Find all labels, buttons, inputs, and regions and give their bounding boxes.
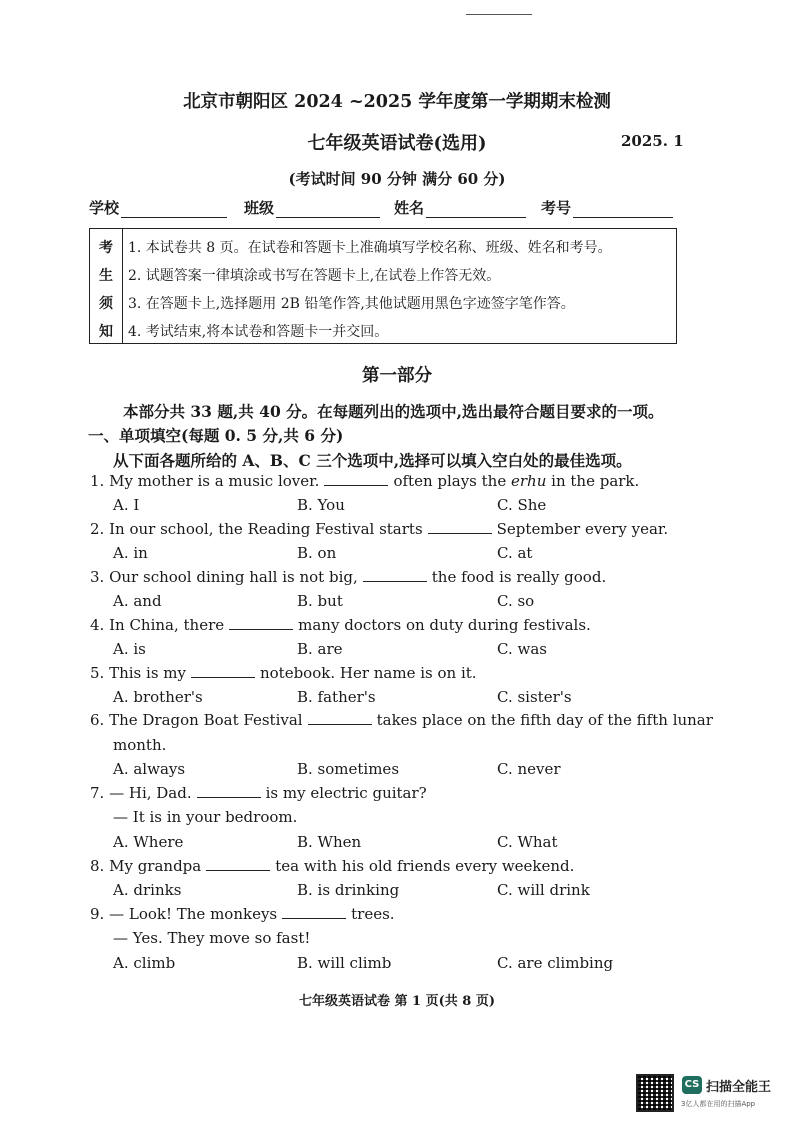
exam-number-label: 考号 (541, 199, 572, 217)
option-c: C. was (497, 640, 547, 658)
camscanner-name: 扫描全能王 (706, 1080, 772, 1095)
class-blank (276, 203, 380, 218)
exam-notice-box (89, 228, 677, 344)
name-field (394, 197, 526, 218)
option-a: A. is (113, 640, 146, 658)
question-text: many doctors on duty during festivals. (298, 616, 591, 634)
question-5 (90, 664, 477, 682)
question-text: takes place on the fifth day of the fifth lunar (376, 711, 713, 729)
question-text: This is my (109, 664, 186, 682)
answer-blank (191, 665, 255, 678)
camscanner-logo-icon: CS (682, 1076, 702, 1094)
section-description: 从下面各题所给的 A、B、C 三个选项中,选择可以填入空白处的最佳选项。 (113, 451, 632, 470)
exam-number-blank (573, 203, 673, 218)
exam-date: 2025. 1 (621, 132, 684, 150)
option-a: A. I (113, 496, 140, 514)
question-number: 9. (90, 905, 105, 923)
option-a: A. in (113, 544, 148, 562)
top-divider (466, 14, 532, 15)
option-c: C. sister's (497, 688, 572, 706)
notice-side-char: 考 (99, 240, 113, 256)
camscanner-tagline: 3亿人都在用的扫描App (681, 1100, 756, 1108)
question-8 (90, 857, 574, 875)
option-b: B. sometimes (297, 760, 400, 778)
option-c: C. so (497, 592, 535, 610)
notice-item: 1. 本试卷共 8 页。在试卷和答题卡上准确填写学校名称、班级、姓名和考号。 (128, 240, 612, 256)
school-blank (121, 203, 227, 218)
notice-side-char: 知 (99, 324, 113, 340)
option-b: B. but (297, 592, 343, 610)
question-continuation: month. (113, 736, 167, 754)
question-text: trees. (351, 905, 395, 923)
class-label: 班级 (244, 199, 275, 217)
question-text: Our school dining hall is not big, (109, 568, 358, 586)
question-text: in the park. (551, 472, 640, 490)
question-text: My mother is a music lover. (109, 472, 320, 490)
option-a: A. climb (113, 954, 176, 972)
answer-blank (308, 712, 372, 725)
exam-time-info: (考试时间 90 分钟 满分 60 分) (288, 170, 506, 188)
question-number: 2. (90, 520, 105, 538)
section-title: 一、单项填空(每题 0. 5 分,共 6 分) (88, 426, 344, 445)
name-label: 姓名 (394, 199, 425, 217)
notice-side-label (90, 229, 123, 343)
question-6 (90, 711, 713, 729)
question-2 (90, 520, 668, 538)
question-text: September every year. (496, 520, 669, 538)
option-b: B. on (297, 544, 337, 562)
exam-name: 七年级英语试卷(选用) (307, 133, 487, 154)
question-text: — Hi, Dad. (109, 784, 192, 802)
answer-blank (229, 617, 293, 630)
exam-title: 北京市朝阳区 2024 ~2025 学年度第一学期期末检测 (183, 92, 611, 112)
question-text: In our school, the Reading Festival starts (109, 520, 423, 538)
question-text: tea with his old friends every weekend. (275, 857, 575, 875)
answer-blank (206, 858, 270, 871)
notice-side-char: 生 (99, 268, 113, 284)
question-text: The Dragon Boat Festival (109, 711, 303, 729)
question-text: notebook. Her name is on it. (259, 664, 477, 682)
option-b: B. is drinking (297, 881, 400, 899)
option-c: C. at (497, 544, 533, 562)
option-b: B. are (297, 640, 343, 658)
question-number: 1. (90, 472, 105, 490)
notice-item: 4. 考试结束,将本试卷和答题卡一并交回。 (128, 324, 389, 340)
option-a: A. and (113, 592, 162, 610)
question-7 (90, 784, 427, 802)
question-9 (90, 905, 395, 923)
option-c: C. are climbing (497, 954, 614, 972)
school-field (89, 197, 227, 218)
question-4 (90, 616, 591, 634)
question-italic-term: erhu (511, 472, 547, 490)
option-a: A. brother's (113, 688, 203, 706)
question-number: 6. (90, 711, 105, 729)
option-c: C. She (497, 496, 547, 514)
answer-blank (282, 906, 346, 919)
question-number: 3. (90, 568, 105, 586)
option-c: C. will drink (497, 881, 590, 899)
question-3 (90, 568, 606, 586)
notice-item: 2. 试题答案一律填涂或书写在答题卡上,在试卷上作答无效。 (128, 268, 501, 284)
notice-item: 3. 在答题卡上,选择题用 2B 铅笔作答,其他试题用黑色字迹签字笔作答。 (128, 296, 575, 312)
answer-blank (363, 569, 427, 582)
qr-code-icon (636, 1074, 674, 1112)
option-b: B. will climb (297, 954, 392, 972)
option-c: C. never (497, 760, 561, 778)
question-text: often plays the (393, 472, 507, 490)
question-text: In China, there (109, 616, 225, 634)
part-title: 第一部分 (362, 366, 432, 386)
question-number: 8. (90, 857, 105, 875)
name-blank (426, 203, 526, 218)
answer-blank (197, 785, 261, 798)
answer-blank (428, 521, 492, 534)
option-a: A. drinks (113, 881, 182, 899)
notice-side-char: 须 (99, 296, 113, 312)
dialogue-reply: — It is in your bedroom. (113, 808, 298, 826)
page-footer: 七年级英语试卷 第 1 页(共 8 页) (298, 994, 496, 1009)
part-intro: 本部分共 33 题,共 40 分。在每题列出的选项中,选出最符合题目要求的一项。 (123, 402, 664, 421)
option-a: A. Where (113, 833, 184, 851)
option-c: C. What (497, 833, 558, 851)
question-text: the food is really good. (431, 568, 607, 586)
option-a: A. always (113, 760, 186, 778)
option-b: B. father's (297, 688, 376, 706)
dialogue-reply: — Yes. They move so fast! (113, 929, 311, 947)
option-b: B. You (297, 496, 345, 514)
question-text: is my electric guitar? (265, 784, 427, 802)
school-label: 学校 (89, 199, 120, 217)
class-field (244, 197, 380, 218)
question-text: My grandpa (109, 857, 202, 875)
option-b: B. When (297, 833, 362, 851)
question-text: — Look! The monkeys (109, 905, 278, 923)
exam-number-field (541, 197, 673, 218)
question-number: 4. (90, 616, 105, 634)
question-1 (90, 472, 639, 490)
question-number: 5. (90, 664, 105, 682)
answer-blank (324, 473, 388, 486)
question-number: 7. (90, 784, 105, 802)
